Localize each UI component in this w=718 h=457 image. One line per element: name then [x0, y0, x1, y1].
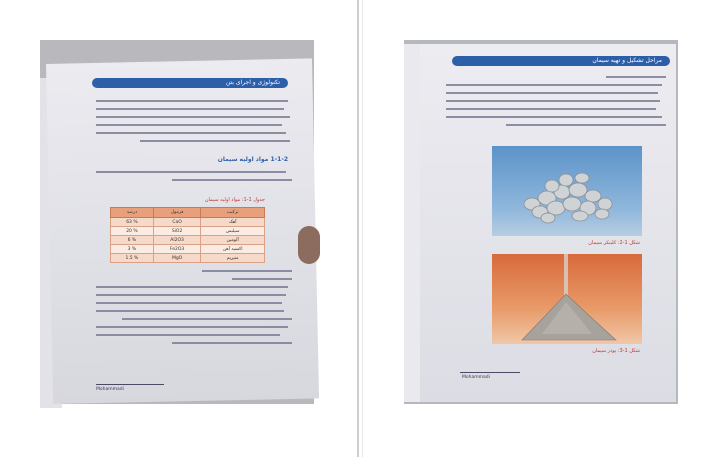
lower-text-lines [96, 270, 292, 350]
table-cell: Fe2O3 [153, 245, 201, 254]
cement-composition-table [110, 207, 265, 263]
table-header-cell: درصد [111, 208, 154, 218]
clinker-image [492, 146, 642, 236]
table-cell: اکسید آهن [201, 245, 265, 254]
table-cell: Al2O3 [153, 236, 201, 245]
left-intro-text-lines [96, 100, 292, 148]
table-header-row [111, 208, 265, 218]
right-page-header: مراحل تشکیل و تهیه سیمان [452, 56, 670, 66]
table-row [111, 227, 265, 236]
table-row [111, 218, 265, 227]
section-text-lines [96, 171, 292, 187]
table-cell: CaO [153, 218, 201, 227]
table-row [111, 236, 265, 245]
table-cell: 20 % [111, 227, 154, 236]
right-text-lines [446, 76, 666, 132]
table-cell: 3 % [111, 245, 154, 254]
table-cell: 63 % [111, 218, 154, 227]
thumb [298, 226, 320, 264]
table-cell: سیلیس [201, 227, 265, 236]
table-cell: 6 % [111, 236, 154, 245]
table-cell: آهک [201, 218, 265, 227]
table-cell: 1.5 % [111, 254, 154, 263]
table-caption: جدول 1-1: مواد اولیه سیمان [204, 197, 265, 203]
table-cell: SiO2 [153, 227, 201, 236]
table-cell: MgO [153, 254, 201, 263]
table-cell: منیزیم [201, 254, 265, 263]
figure-2-caption: شکل 1-3: پودر سیمان [592, 348, 640, 354]
table-header-cell: فرمول [153, 208, 201, 218]
cement-powder-image [492, 254, 642, 344]
table-cell: آلومین [201, 236, 265, 245]
center-divider [357, 0, 359, 457]
left-footer-line [96, 384, 164, 385]
table-header-cell: ترکیب [201, 208, 265, 218]
right-footer-text: Mohammadi [462, 375, 490, 380]
section-heading: 1-1-2 مواد اولیه سیمان [217, 156, 288, 163]
center-divider-shadow [362, 0, 363, 457]
left-page-header: تکنولوژی و اجرای بتن [92, 78, 288, 88]
left-footer-text: Mohammadi [96, 387, 124, 392]
figure-1-caption: شکل 1-2: کلینکر سیمان [588, 240, 640, 246]
table-row [111, 245, 265, 254]
table-row [111, 254, 265, 263]
right-footer-line [460, 372, 520, 373]
